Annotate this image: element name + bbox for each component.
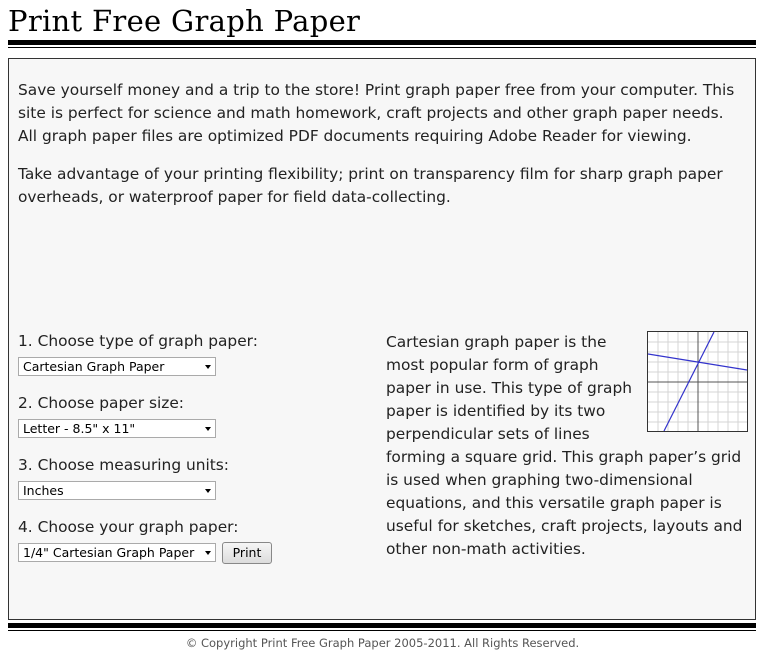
graph-paper-selected-value: 1/4" Cartesian Graph Paper [23, 545, 195, 560]
main-content-panel [8, 58, 756, 620]
paper-description [386, 331, 748, 561]
step-paper-type-label: 1. Choose type of graph paper: [18, 332, 258, 350]
print-button[interactable]: Print [222, 542, 272, 564]
chevron-down-icon [205, 365, 211, 369]
footer-divider-thick [8, 623, 756, 628]
paper-size-selected-value: Letter - 8.5" x 11" [23, 421, 136, 436]
measuring-units-selected-value: Inches [23, 483, 64, 498]
chevron-down-icon [205, 427, 211, 431]
copyright-notice: © Copyright Print Free Graph Paper 2005-2011. All Rights Reserved. [185, 636, 580, 650]
step-graph-paper [18, 517, 348, 560]
step-graph-paper-label: 4. Choose your graph paper: [18, 518, 239, 536]
step-paper-type [18, 331, 348, 374]
graph-thumbnail-svg [648, 332, 747, 431]
header-divider-thick [8, 40, 756, 45]
paper-type-selected-value: Cartesian Graph Paper [23, 359, 165, 374]
chevron-down-icon [205, 551, 211, 555]
cartesian-graph-thumbnail-icon [647, 331, 748, 432]
step-measuring-units-label: 3. Choose measuring units: [18, 456, 229, 474]
step-paper-size [18, 393, 348, 436]
intro-paragraph-1: Save yourself money and a trip to the store! Print graph paper free from your computer. This site is perfect for science and math homework, craft projects and other graph paper needs. All graph paper files are optimized PDF documents requiring Adobe Reader for viewing. [18, 81, 735, 145]
description-text: Cartesian graph paper is the most popular form of graph paper in use. This type of graph paper is identified by its two perpendicular sets of lines forming a square grid. This graph paper’s grid is used when graphing two-dimensional equations, and this versatile graph paper is useful for sketches, craft projects, layouts and other non-math activities. [386, 333, 743, 558]
step-paper-size-label: 2. Choose paper size: [18, 394, 184, 412]
measuring-units-select[interactable] [18, 481, 216, 500]
site-title: Print Free Graph Paper [8, 4, 361, 38]
header-divider-thin [8, 47, 756, 48]
intro-paragraph-2: Take advantage of your printing flexibility; print on transparency film for sharp graph paper overheads, or waterproof paper for field data-collecting. [18, 165, 723, 206]
paper-type-select[interactable] [18, 357, 216, 376]
chevron-down-icon [205, 489, 211, 493]
step-measuring-units [18, 455, 348, 498]
graph-paper-select[interactable] [18, 543, 216, 562]
intro-text [18, 79, 742, 224]
footer-divider-thin [8, 630, 756, 631]
paper-size-select[interactable] [18, 419, 216, 438]
